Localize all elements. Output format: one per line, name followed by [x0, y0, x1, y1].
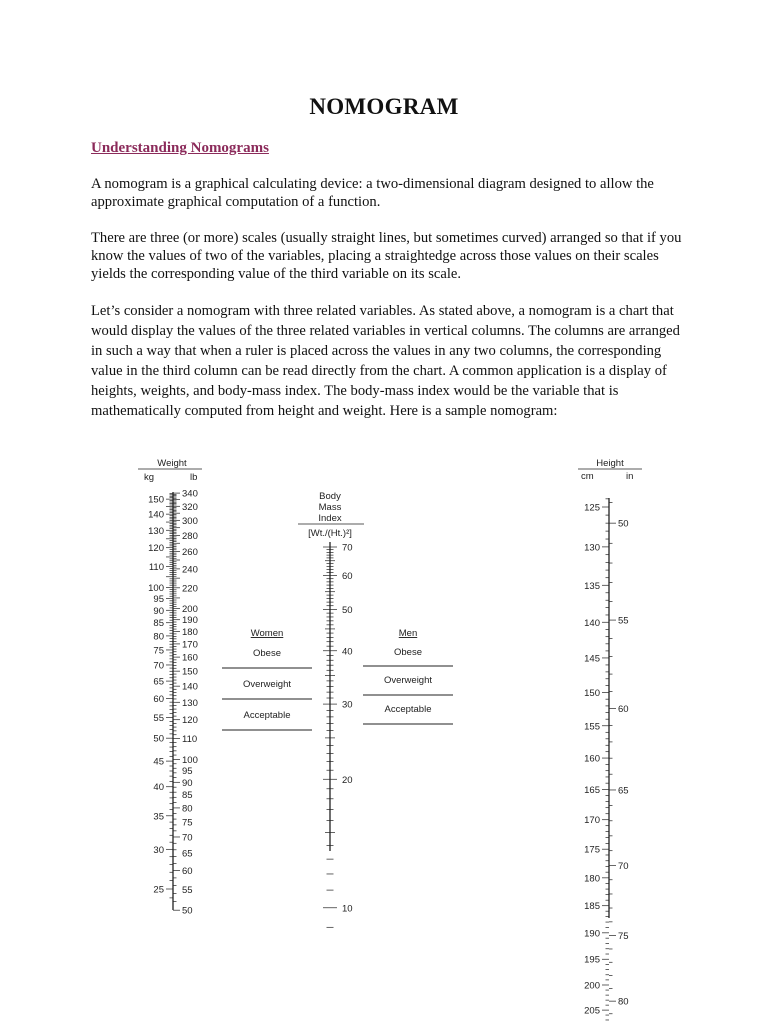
weight-kg-label: 80 [153, 631, 164, 643]
weight-kg-label: 100 [148, 582, 164, 594]
bmi-label: 60 [342, 571, 353, 583]
height-unit-in: in [626, 471, 634, 482]
height-cm-label: 175 [584, 844, 600, 856]
height-cm-label: 150 [584, 687, 600, 699]
height-in-label: 70 [618, 860, 629, 872]
weight-lb-label: 50 [182, 905, 193, 917]
height-in-label: 60 [618, 704, 629, 716]
weight-lb-label: 240 [182, 564, 198, 576]
weight-lb-label: 220 [182, 583, 198, 595]
bmi-title-line-1: Body [319, 491, 341, 502]
height-cm-label: 130 [584, 542, 600, 554]
weight-kg-label: 40 [153, 782, 164, 794]
height-scale [584, 498, 628, 1024]
height-in-label: 55 [618, 615, 629, 627]
height-in-label: 65 [618, 785, 629, 797]
weight-kg-label: 90 [153, 605, 164, 617]
weight-lb-label: 85 [182, 790, 193, 802]
women-acceptable-label: Acceptable [243, 710, 291, 721]
weight-lb-label: 300 [182, 515, 198, 527]
weight-lb-label: 280 [182, 530, 198, 542]
weight-kg-label: 65 [153, 676, 164, 688]
height-unit-cm: cm [581, 471, 594, 482]
weight-scale [148, 489, 198, 917]
section-heading: Understanding Nomograms [91, 140, 269, 156]
men-heading: Men [398, 628, 418, 639]
height-cm-label: 155 [584, 721, 600, 733]
weight-kg-label: 60 [153, 694, 164, 706]
bmi-title-line-3: Index [318, 513, 342, 524]
weight-lb-label: 150 [182, 666, 198, 678]
men-acceptable-label: Acceptable [384, 704, 432, 715]
women-heading: Women [250, 628, 284, 639]
height-cm-label: 140 [584, 617, 600, 629]
weight-lb-label: 170 [182, 639, 198, 651]
height-cm-label: 200 [584, 980, 600, 992]
height-cm-label: 125 [584, 502, 600, 514]
men-overweight-label: Overweight [383, 675, 433, 686]
weight-lb-label: 260 [182, 546, 198, 558]
height-title: Height [596, 458, 624, 469]
weight-kg-label: 45 [153, 756, 164, 768]
bmi-title-line-2: Mass [318, 502, 342, 513]
bmi-scale [323, 542, 353, 927]
weight-lb-label: 55 [182, 884, 193, 896]
weight-lb-label: 90 [182, 777, 193, 789]
bmi-label: 50 [342, 604, 353, 616]
bmi-formula: [Wt./(Ht.)²] [308, 528, 352, 539]
height-in-label: 50 [618, 518, 629, 530]
weight-kg-label: 70 [153, 660, 164, 672]
weight-kg-label: 25 [153, 884, 164, 896]
weight-lb-label: 160 [182, 652, 198, 664]
weight-title: Weight [157, 458, 187, 469]
weight-lb-label: 200 [182, 604, 198, 616]
height-cm-label: 185 [584, 901, 600, 913]
weight-lb-label: 75 [182, 817, 193, 829]
weight-lb-label: 70 [182, 832, 193, 844]
height-cm-label: 135 [584, 580, 600, 592]
weight-lb-label: 65 [182, 848, 193, 860]
paragraph-example: Let’s consider a nomogram with three related variables. As stated above, a nomogram is a chart that would display the values of the three related variables in vertical columns. The columns are arranged in such a way that when a ruler is placed across the values in any two columns, the corresponding value in the third column can be read directly from the chart. A common application is a display of heights, weights, and body-mass index. The body-mass index would be the variable that is mathematically computed from height and weight. Here is a sample nomogram: [91, 303, 680, 419]
weight-unit-kg: kg [144, 472, 155, 483]
height-cm-label: 205 [584, 1005, 600, 1017]
weight-lb-label: 180 [182, 626, 198, 638]
weight-lb-label: 130 [182, 697, 198, 709]
height-cm-label: 190 [584, 928, 600, 940]
weight-kg-label: 110 [148, 562, 164, 574]
height-cm-label: 145 [584, 653, 600, 665]
bmi-label: 40 [342, 646, 353, 658]
weight-lb-label: 120 [182, 715, 198, 727]
weight-kg-label: 150 [148, 494, 164, 506]
weight-lb-label: 100 [182, 754, 198, 766]
paragraph-definition: A nomogram is a graphical calculating device: a two-dimensional diagram designed to allow the approximate graphical computation of a function. [91, 176, 654, 210]
weight-kg-label: 35 [153, 811, 164, 823]
weight-lb-label: 140 [182, 681, 198, 693]
weight-kg-label: 95 [153, 594, 164, 606]
weight-kg-label: 30 [153, 844, 164, 856]
weight-unit-lb: lb [190, 472, 198, 483]
weight-lb-label: 60 [182, 866, 193, 878]
bmi-label: 30 [342, 699, 353, 711]
nomogram-figure [130, 448, 650, 1017]
height-cm-label: 165 [584, 784, 600, 796]
weight-lb-label: 320 [182, 501, 198, 513]
page-title: NOMOGRAM [309, 94, 459, 119]
bmi-label: 10 [342, 903, 353, 915]
height-in-label: 75 [618, 931, 629, 943]
bmi-label: 20 [342, 774, 353, 786]
paragraph-scales: There are three (or more) scales (usually straight lines, but sometimes curved) arranged so that if you know the values of two of the variables, placing a straightedge across those values on their scales yields the corresponding value of the third variable on its scale. [91, 230, 682, 282]
height-cm-label: 170 [584, 815, 600, 827]
women-overweight-label: Overweight [242, 679, 292, 690]
weight-kg-label: 75 [153, 645, 164, 657]
bmi-label: 70 [342, 542, 353, 554]
weight-kg-label: 140 [148, 509, 164, 521]
height-in-label: 80 [618, 996, 629, 1008]
weight-kg-label: 130 [148, 525, 164, 537]
weight-kg-label: 50 [153, 733, 164, 745]
women-obese-label: Obese [253, 648, 281, 659]
height-cm-label: 160 [584, 753, 600, 765]
weight-kg-label: 85 [153, 618, 164, 630]
weight-kg-label: 120 [148, 543, 164, 555]
weight-lb-label: 110 [182, 734, 198, 746]
height-cm-label: 180 [584, 873, 600, 885]
weight-lb-label: 95 [182, 766, 193, 778]
men-obese-label: Obese [394, 647, 422, 658]
weight-lb-label: 340 [182, 488, 198, 500]
weight-lb-label: 80 [182, 803, 193, 815]
weight-lb-label: 190 [182, 615, 198, 627]
weight-kg-label: 55 [153, 712, 164, 724]
height-cm-label: 195 [584, 954, 600, 966]
